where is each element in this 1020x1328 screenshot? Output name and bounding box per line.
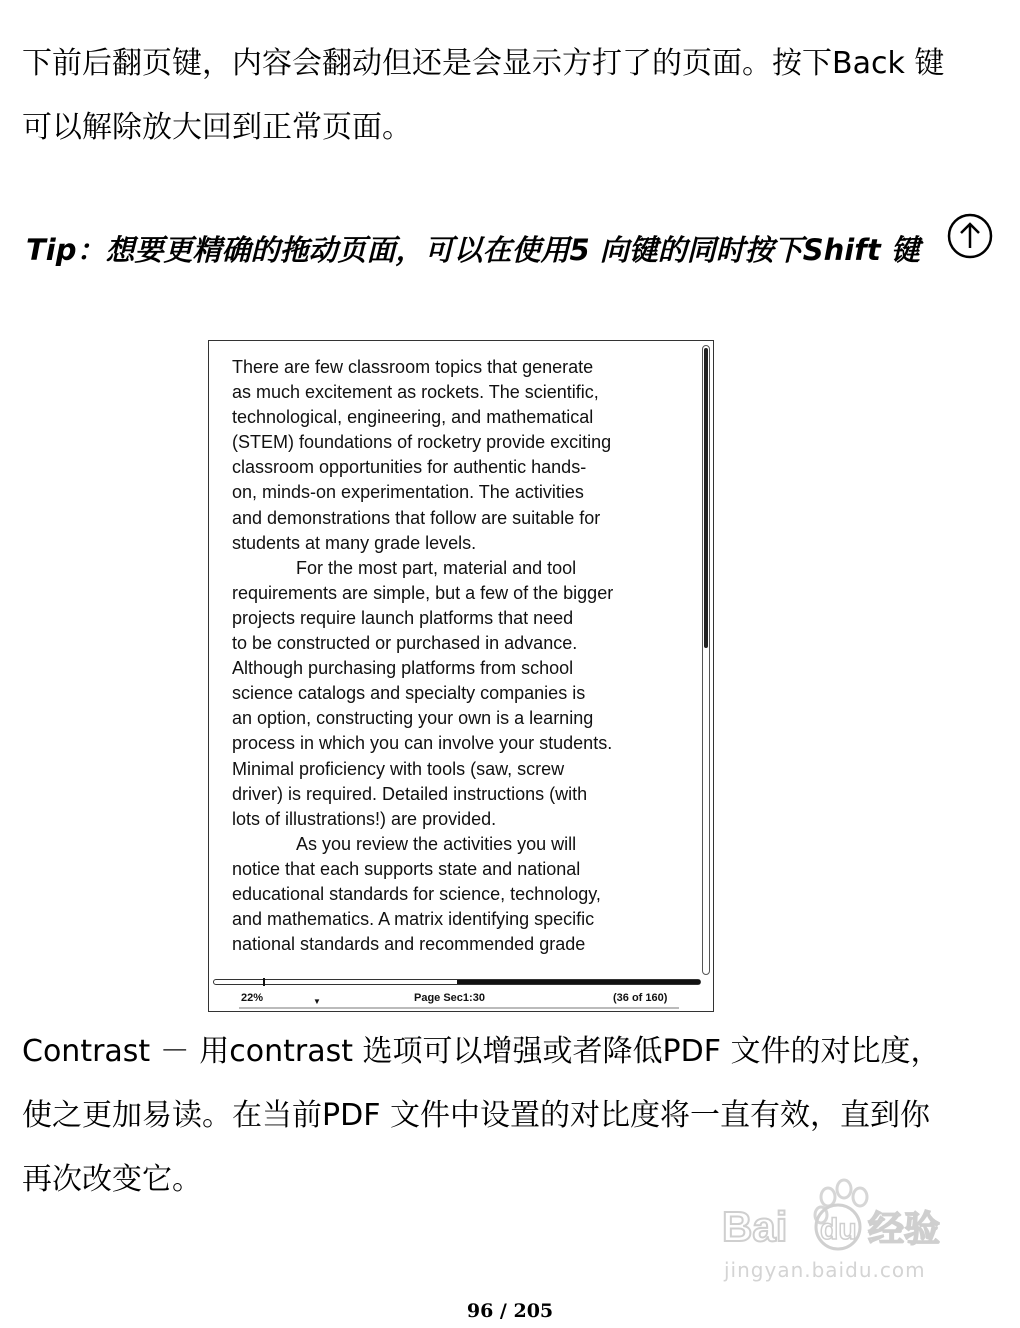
ereader-line: national standards and recommended grade: [232, 934, 586, 955]
paragraph-navigation: [22, 32, 1012, 160]
zoom-level: 22%: [241, 992, 264, 1004]
ereader-line: lots of illustrations!) are provided.: [232, 808, 497, 829]
paragraph-line: 可以解除放大回到正常页面。: [22, 110, 412, 145]
ereader-line: projects require launch platforms that need: [232, 607, 574, 628]
ereader-line: as much excitement as rockets. The scientific,: [232, 382, 599, 403]
ereader-line: Although purchasing platforms from school: [232, 658, 574, 679]
ereader-screenshot: [208, 340, 714, 1012]
paragraph-line: 再次改变它。: [22, 1162, 202, 1197]
vertical-scrollbar-thumb[interactable]: [704, 348, 708, 648]
ereader-line: process in which you can involve your students.: [232, 733, 613, 754]
page-number: 96 / 205: [466, 1300, 554, 1322]
horizontal-progress-fill: [457, 980, 700, 984]
ereader-line: notice that each supports state and national: [232, 858, 581, 879]
ereader-line: technological, engineering, and mathematical: [232, 407, 594, 428]
vertical-scrollbar[interactable]: [702, 345, 710, 975]
paragraph-line: 下前后翻页键，内容会翻动但还是会显示方打了的页面。按下Back 键: [22, 46, 945, 81]
ereader-line: (STEM) foundations of rocketry provide exciting: [232, 432, 612, 453]
paragraph-line: 使之更加易读。在当前PDF 文件中设置的对比度将一直有效，直到你: [22, 1098, 930, 1133]
ereader-line: For the most part, material and tool: [296, 557, 577, 578]
up-arrow-circle-icon: [946, 212, 994, 260]
ereader-line: Minimal proficiency with tools (saw, screw: [232, 758, 565, 779]
ereader-line: educational standards for science, technology,: [232, 883, 601, 904]
tip-text: Tip：想要更精确的拖动页面，可以在使用5 向键的同时按下Shift 键: [26, 233, 920, 267]
ereader-line: As you review the activities you will: [296, 833, 577, 854]
ereader-line: driver) is required. Detailed instructions (with: [232, 783, 588, 804]
page-indicator: Page Sec1:30: [414, 992, 485, 1004]
ereader-line: on, minds-on experimentation. The activities: [232, 482, 584, 503]
ereader-line: an option, constructing your own is a learning: [232, 708, 594, 729]
svg-text:经验: 经验: [868, 1209, 941, 1250]
horizontal-progress-marker: [263, 978, 265, 986]
ereader-line: and mathematics. A matrix identifying specific: [232, 909, 595, 930]
svg-text:du: du: [820, 1213, 857, 1246]
caret-down-icon: ▼: [313, 997, 321, 1006]
ereader-line: requirements are simple, but a few of the bigger: [232, 582, 614, 603]
paragraph-line: Contrast － 用contrast 选项可以增强或者降低PDF 文件的对比度，: [22, 1034, 941, 1069]
watermark-url: jingyan.baidu.com: [724, 1258, 926, 1282]
ereader-page-text: [232, 355, 694, 957]
ereader-line: to be constructed or purchased in advance.: [232, 633, 578, 654]
status-divider: [239, 1007, 679, 1009]
horizontal-progress-bar[interactable]: [213, 979, 701, 985]
watermark-logo: Bai: [722, 1203, 788, 1250]
ereader-line: and demonstrations that follow are suitable for: [232, 507, 601, 528]
page-count: (36 of 160): [613, 992, 668, 1004]
ereader-status-bar: [209, 989, 713, 1009]
ereader-line: students at many grade levels.: [232, 532, 477, 553]
ereader-line: There are few classroom topics that generate: [232, 357, 594, 377]
ereader-line: science catalogs and specialty companies is: [232, 683, 586, 704]
ereader-line: classroom opportunities for authentic hands-: [232, 457, 587, 478]
